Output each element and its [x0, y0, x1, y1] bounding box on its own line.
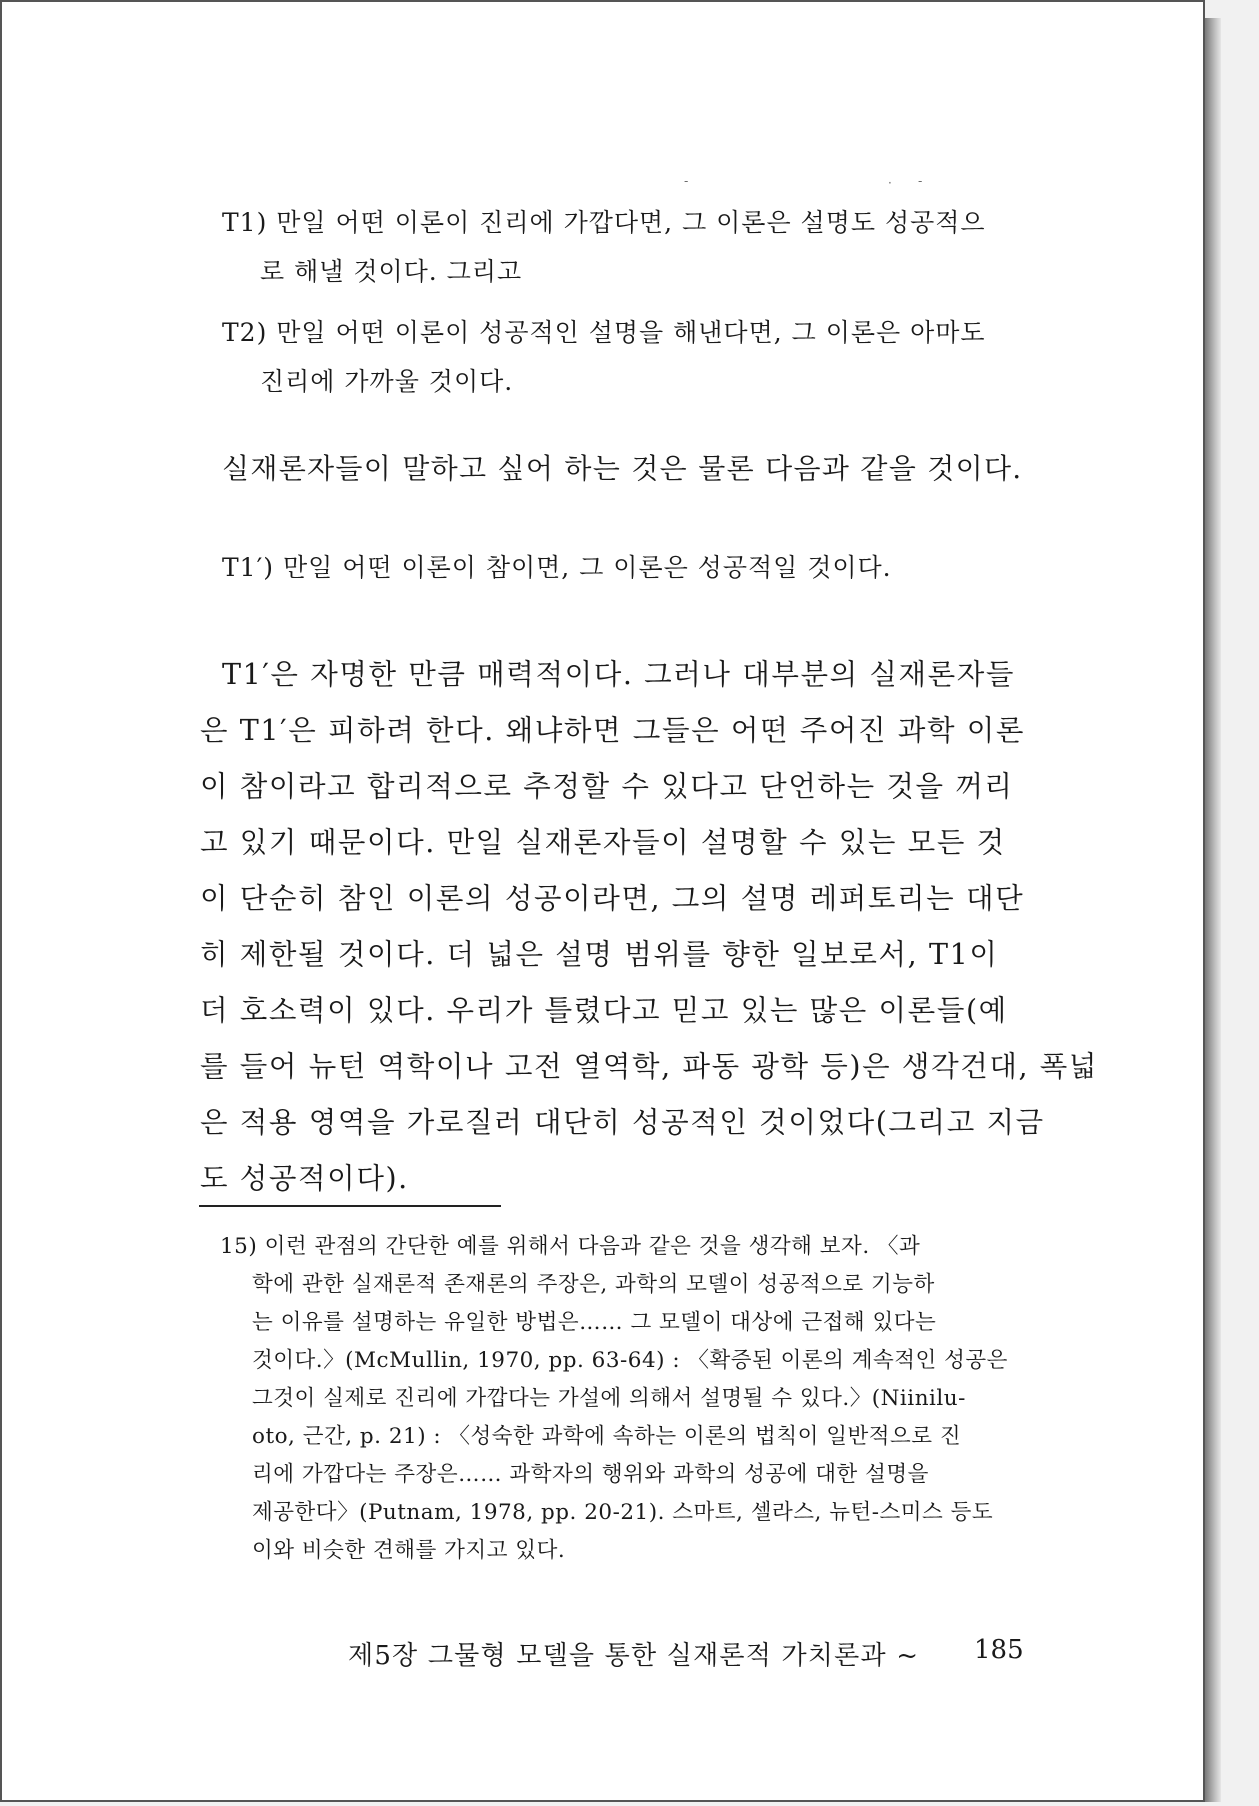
paragraph-line: 은 적용 영역을 가로질러 대단히 성공적인 것이었다(그리고 지금: [200, 1106, 1045, 1139]
footnote-line: oto, 근간, p. 21) : 〈성숙한 과학에 속하는 이론의 법칙이 일반적으로 진: [252, 1424, 962, 1449]
intro-sentence: 실재론자들이 말하고 싶어 하는 것은 물론 다음과 같을 것이다.: [222, 452, 1023, 485]
scan-speck: -: [918, 174, 923, 188]
footnote-line: 는 이유를 설명하는 유일한 방법은…… 그 모델이 대상에 근접해 있다는: [252, 1310, 937, 1335]
thesis-t1-prime: T1′) 만일 어떤 이론이 참이면, 그 이론은 성공적일 것이다.: [222, 553, 892, 582]
footnote-line: 학에 관한 실재론적 존재론의 주장은, 과학의 모델이 성공적으로 기능하: [252, 1272, 935, 1297]
thesis-t2-line1: T2) 만일 어떤 이론이 성공적인 설명을 해낸다면, 그 이론은 아마도: [222, 318, 986, 347]
paragraph-line: 고 있기 때문이다. 만일 실재론자들이 설명할 수 있는 모든 것: [200, 826, 1006, 859]
paragraph-line: 도 성공적이다).: [200, 1162, 409, 1195]
footnote-line: 제공한다〉(Putnam, 1978, pp. 20-21). 스마트, 셀라스, 뉴턴-스미스 등도: [252, 1500, 994, 1525]
page-number: 185: [974, 1635, 1024, 1665]
scan-speck: ·: [888, 176, 892, 190]
thesis-t1-line1: T1) 만일 어떤 이론이 진리에 가깝다면, 그 이론은 설명도 성공적으: [222, 208, 986, 237]
paragraph-line: 더 호소력이 있다. 우리가 틀렸다고 믿고 있는 많은 이론들(예: [200, 994, 1008, 1027]
footnote-line: 것이다.〉(McMullin, 1970, pp. 63-64) : 〈확증된 이론의 계속적인 성공은: [252, 1348, 1008, 1373]
footnote-line: 그것이 실제로 진리에 가깝다는 가설에 의해서 설명될 수 있다.〉(Niinilu-: [252, 1386, 966, 1411]
paragraph-line: 이 참이라고 합리적으로 추정할 수 있다고 단언하는 것을 꺼리: [200, 770, 1014, 803]
paragraph-line: 히 제한될 것이다. 더 넓은 설명 범위를 향한 일보로서, T1이: [200, 938, 999, 971]
footnote-line: 이와 비슷한 견해를 가지고 있다.: [252, 1538, 566, 1563]
footnote-rule: [199, 1205, 501, 1207]
running-footer: 제5장 그물형 모델을 통한 실재론적 가치론과 ~: [348, 1641, 920, 1671]
footnote-line: 15) 이런 관점의 간단한 예를 위해서 다음과 같은 것을 생각해 보자. 〈과: [220, 1234, 921, 1259]
page-edge-shadow: [1205, 18, 1221, 1802]
paragraph-line: 를 들어 뉴턴 역학이나 고전 열역학, 파동 광학 등)은 생각건대, 폭넓: [200, 1050, 1099, 1083]
scan-speck: -: [684, 174, 689, 188]
paragraph-line: 은 T1′은 피하려 한다. 왜냐하면 그들은 어떤 주어진 과학 이론: [200, 714, 1026, 747]
paragraph-line: T1′은 자명한 만큼 매력적이다. 그러나 대부분의 실재론자들: [222, 658, 1016, 691]
thesis-t2-line2: 진리에 가까울 것이다.: [260, 367, 514, 396]
footnote-line: 리에 가깝다는 주장은…… 과학자의 행위와 과학의 성공에 대한 설명을: [252, 1462, 929, 1487]
thesis-t1-line2: 로 해낼 것이다. 그리고: [260, 257, 523, 286]
paragraph-line: 이 단순히 참인 이론의 성공이라면, 그의 설명 레퍼토리는 대단: [200, 882, 1025, 915]
